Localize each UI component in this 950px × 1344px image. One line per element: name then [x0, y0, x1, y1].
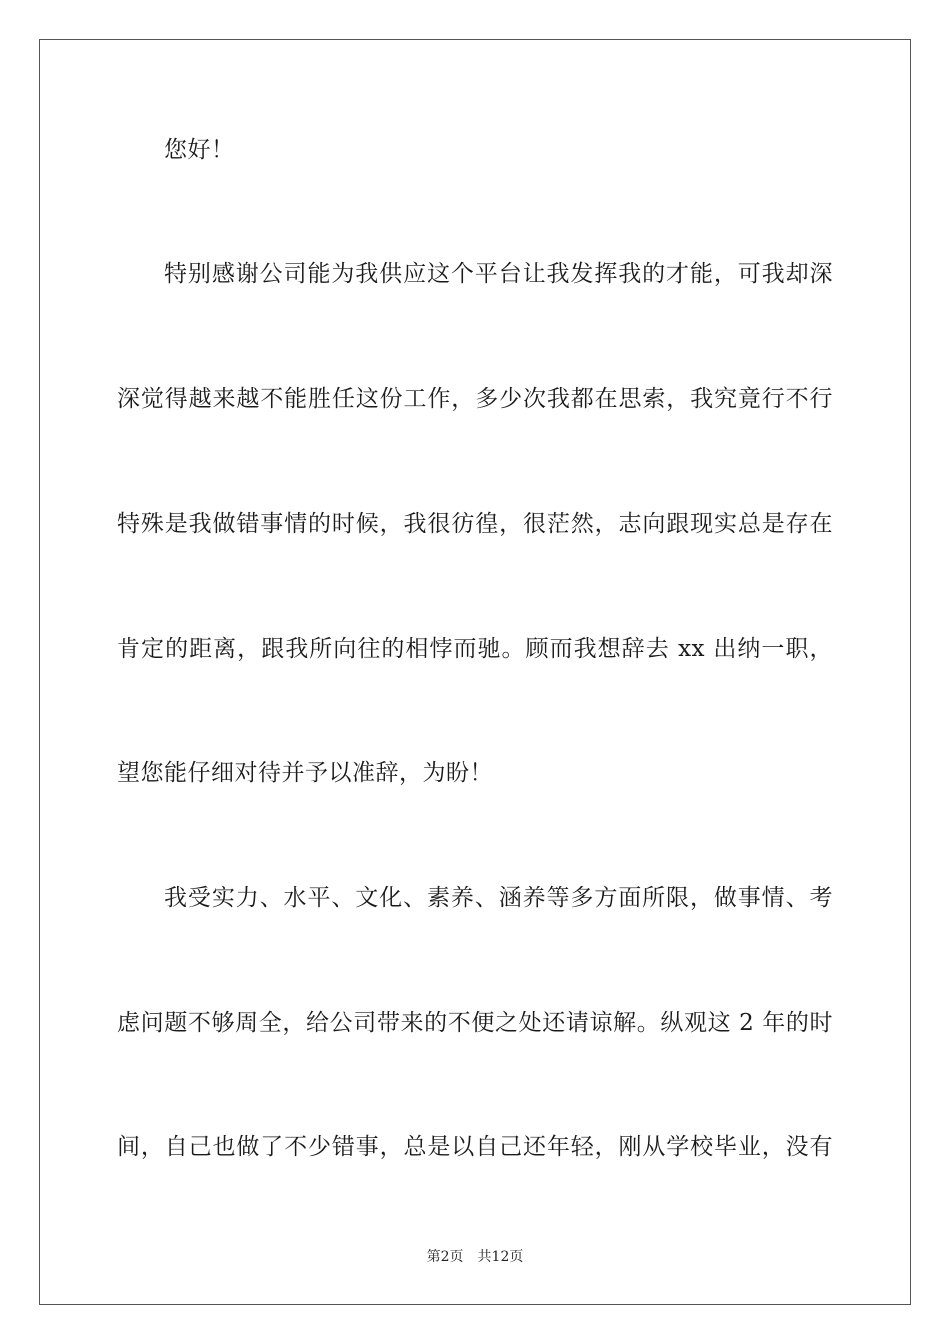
- paragraph-line: 肯定的距离，跟我所向往的相悖而驰。顾而我想辞去 xx 出纳一职，: [117, 636, 833, 662]
- greeting-line: 您好！: [164, 137, 235, 163]
- page-footer: [0, 1248, 950, 1266]
- page-total: 共12页: [477, 1249, 524, 1265]
- paragraph-line: 深觉得越来越不能胜任这份工作，多少次我都在思索，我究竟行不行: [117, 386, 833, 412]
- paragraph-line: 特别感谢公司能为我供应这个平台让我发挥我的才能，可我却深: [164, 261, 833, 287]
- paragraph-line: 我受实力、水平、文化、素养、涵养等多方面所限，做事情、考: [164, 885, 833, 911]
- paragraph-line: 间，自己也做了不少错事，总是以自己还年轻，刚从学校毕业，没有: [117, 1134, 833, 1160]
- page-border: [39, 39, 911, 1305]
- page-number: 第2页: [426, 1249, 464, 1265]
- paragraph-line: 特殊是我做错事情的时候，我很彷徨，很茫然，志向跟现实总是存在: [117, 511, 833, 537]
- paragraph-line: 虑问题不够周全，给公司带来的不便之处还请谅解。纵观这 2 年的时: [117, 1010, 833, 1036]
- paragraph-line: 望您能仔细对待并予以准辞，为盼！: [117, 760, 493, 786]
